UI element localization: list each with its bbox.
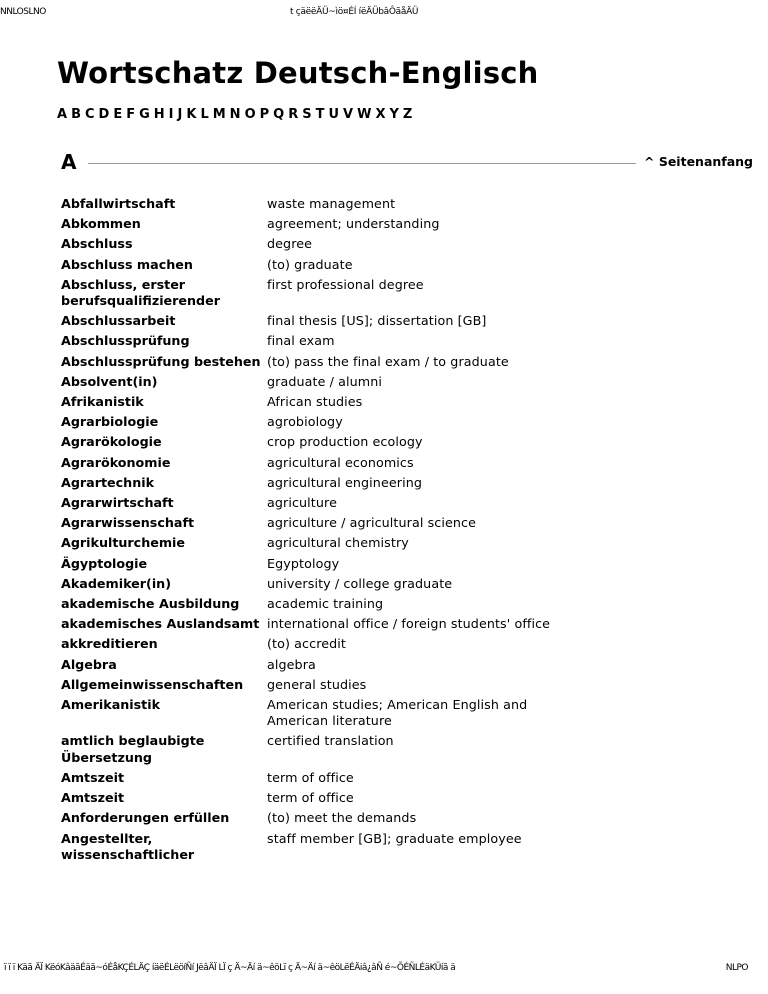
page-header-center: t çäëëÄÜ~ìö¤ÉÍ íëÄÜbâÔãåÄÜ [290,7,419,17]
alphabet-link-w[interactable]: W [357,107,372,122]
german-term: Agrarökologie [61,434,162,450]
german-term: Abschluss [61,236,133,252]
vocab-row [61,697,681,729]
english-translation: degree [267,236,313,252]
english-translation: agreement; understanding [267,216,440,232]
alphabet-link-q[interactable]: Q [273,107,285,122]
alphabet-link-l[interactable]: L [200,107,209,122]
english-translation: crop production ecology [267,434,423,450]
german-term: akademisches Auslandsamt [61,616,260,632]
german-term: Angestellter, wissenschaftlicher [61,830,195,862]
english-translation: international office / foreign students' office [267,616,551,632]
vocab-row [61,277,681,309]
german-term: amtlich beglaubigte Übersetzung [61,733,205,765]
english-translation: term of office [267,769,354,785]
german-term: Abschluss machen [61,256,193,272]
alphabet-nav [57,107,416,122]
german-term: Afrikanistik [61,394,144,410]
vocab-row [61,810,681,826]
page-footer-url: ï ï ï Käã ÄÏ KëóKâäãÉäã~óÉåKÇÉLÄÇ íäëÉLëöíÑí JëâÄÏ LÏ ç Ä~Äí ä~êöLï ç Ä~Äí ä~êöLëÉÄiâ¿âÑ é~ÕÉÑLÉäKÜíã ä [4,963,456,973]
vocab-row [61,596,681,612]
vocab-row [61,475,681,491]
vocab-row [61,333,681,349]
german-term: Amtszeit [61,790,125,806]
vocab-row [61,535,681,551]
english-translation: algebra [267,656,316,672]
english-translation: agricultural economics [267,454,414,470]
german-term: Agrikulturchemie [61,535,186,551]
alphabet-link-c[interactable]: C [84,107,95,122]
section-divider [88,163,636,164]
vocabulary-list [61,196,681,867]
alphabet-link-o[interactable]: O [244,107,256,122]
german-term: Abschluss, erster berufsqualifizierender [61,276,221,309]
german-term: Agrarbiologie [61,414,159,430]
german-term: Agrarwissenschaft [61,515,195,531]
german-term: Abkommen [61,216,141,232]
alphabet-link-m[interactable]: M [212,107,226,122]
alphabet-link-g[interactable]: G [139,107,150,122]
english-translation: final exam [267,333,335,349]
alphabet-link-d[interactable]: D [98,107,110,122]
alphabet-link-y[interactable]: Y [389,107,399,122]
german-term: akademische Ausbildung [61,596,240,612]
vocab-row [61,455,681,471]
english-translation: African studies [267,394,363,410]
german-term: Allgemeinwissenschaften [61,676,244,692]
german-term: Amerikanistik [61,697,161,713]
english-translation: graduate / alumni [267,373,383,389]
alphabet-link-n[interactable]: N [229,107,241,122]
alphabet-link-r[interactable]: R [288,107,299,122]
vocab-row [61,257,681,273]
german-term: Agrarökonomie [61,454,171,470]
vocab-row [61,677,681,693]
vocab-row [61,394,681,410]
page-title: Wortschatz Deutsch-Englisch [57,56,539,90]
vocab-row [61,236,681,252]
vocab-row [61,576,681,592]
german-term: Abschlussprüfung bestehen [61,353,261,369]
section-letter: A [61,150,77,174]
section-header [57,150,753,178]
german-term: Anforderungen erfüllen [61,810,230,826]
vocab-row [61,657,681,673]
vocab-row [61,790,681,806]
alphabet-link-h[interactable]: H [153,107,165,122]
english-translation: certified translation [267,733,394,749]
vocab-row [61,374,681,390]
english-translation: term of office [267,790,354,806]
english-translation: academic training [267,596,384,612]
english-translation: agricultural engineering [267,474,422,490]
page-number: NLPO [725,963,748,973]
english-translation: university / college graduate [267,575,453,591]
english-translation: waste management [267,196,396,211]
german-term: Ägyptologie [61,555,148,571]
vocab-row [61,354,681,370]
vocab-row [61,313,681,329]
english-translation: (to) meet the demands [267,810,417,826]
alphabet-link-z[interactable]: Z [402,107,413,122]
alphabet-link-e[interactable]: E [113,107,123,122]
german-term: Absolvent(in) [61,373,158,389]
vocab-row [61,831,681,863]
alphabet-link-t[interactable]: T [315,107,325,122]
vocab-row [61,434,681,450]
alphabet-link-k[interactable]: K [186,107,197,122]
german-term: Algebra [61,656,117,672]
alphabet-link-b[interactable]: B [71,107,81,122]
german-term: Amtszeit [61,769,125,785]
alphabet-link-u[interactable]: U [328,107,340,122]
english-translation: staff member [GB]; graduate employee [267,830,522,846]
alphabet-link-i[interactable]: I [168,107,174,122]
vocab-row [61,495,681,511]
english-translation: agrobiology [267,414,343,430]
english-translation: (to) accredit [267,636,346,652]
german-term: Agrartechnik [61,474,155,490]
german-term: Akademiker(in) [61,575,172,591]
vocab-row [61,556,681,572]
alphabet-link-a[interactable]: A [57,107,68,122]
vocab-row [61,515,681,531]
english-translation: Egyptology [267,555,340,571]
german-term: Abschlussprüfung [61,333,190,349]
page-header-left: NNLOSLNO [0,7,46,17]
english-translation: American studies; American English and American literature [267,697,528,729]
english-translation: first professional degree [267,276,424,292]
english-translation: general studies [267,676,367,692]
alphabet-link-f[interactable]: F [126,107,136,122]
english-translation: (to) pass the final exam / to graduate [267,353,509,369]
back-to-top-link[interactable]: ^ Seitenanfang [644,154,753,169]
alphabet-link-v[interactable]: V [343,107,354,122]
german-term: Abschlussarbeit [61,313,176,329]
english-translation: final thesis [US]; dissertation [GB] [267,313,487,329]
german-term: Abfallwirtschaft [61,196,176,211]
alphabet-link-s[interactable]: S [302,107,312,122]
vocab-row [61,414,681,430]
german-term: akkreditieren [61,636,158,652]
alphabet-link-j[interactable]: J [177,107,183,122]
english-translation: agricultural chemistry [267,535,409,551]
vocab-row [61,636,681,652]
alphabet-link-x[interactable]: X [375,107,386,122]
english-translation: agriculture [267,495,337,511]
vocab-row [61,770,681,786]
alphabet-link-p[interactable]: P [259,107,270,122]
vocab-row [61,616,681,632]
english-translation: (to) graduate [267,256,353,272]
vocab-row [61,216,681,232]
vocab-row [61,733,681,765]
german-term: Agrarwirtschaft [61,495,174,511]
vocab-row [61,196,681,212]
english-translation: agriculture / agricultural science [267,515,477,531]
